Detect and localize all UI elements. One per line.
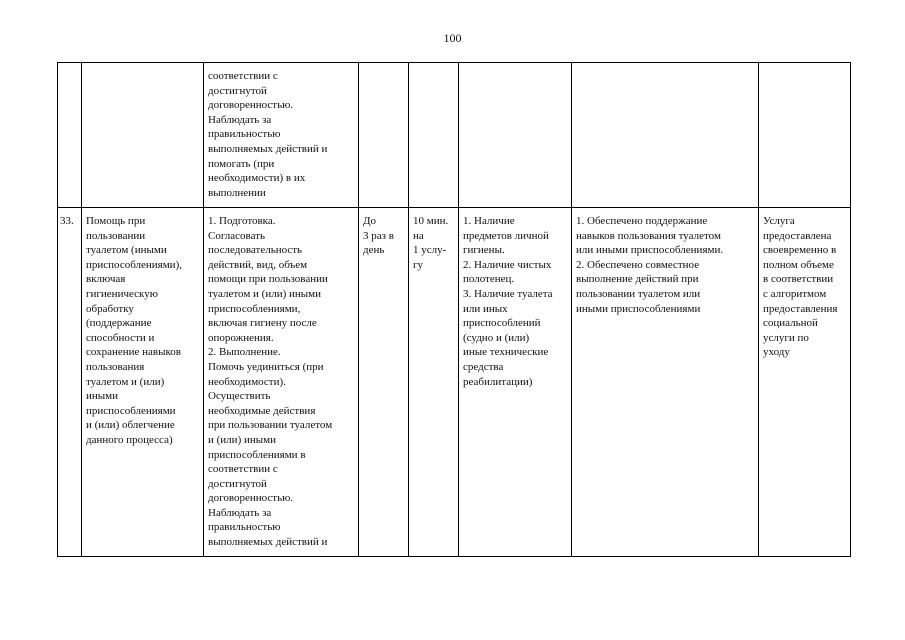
services-table <box>57 62 851 557</box>
row-number-cell <box>58 63 82 208</box>
duration-cell <box>409 63 459 208</box>
service-name-cell: Помощь при пользовании туалетом (иными приспособлениями), включая гигиеническую обработку (поддержание способности и сохранение навыков пользования туалетом и (или) иными приспособлениями и (или) облегчение данного процесса) <box>82 208 204 557</box>
conditions-cell: 1. Наличие предметов личной гигиены. 2. Наличие чистых полотенец. 3. Наличие туалета или иных приспособлений (судно и (или) иные технические средства реабилитации) <box>459 208 572 557</box>
quality-indicators-cell <box>572 63 759 208</box>
frequency-cell <box>359 63 409 208</box>
row-number-cell: 33. <box>58 208 82 557</box>
duration-cell: 10 мин. на 1 услу- гу <box>409 208 459 557</box>
evaluation-cell <box>759 63 851 208</box>
table-row <box>58 63 851 208</box>
page-number: 100 <box>443 31 462 45</box>
quality-indicators-cell: 1. Обеспечено поддержание навыков пользования туалетом или иными приспособлениями. 2. Обеспечено совместное выполнение действий при пользовании туалетом или иными приспособлениями <box>572 208 759 557</box>
service-description-cell: соответствии с достигнутой договоренностью. Наблюдать за правильностью выполняемых действий и помогать (при необходимости) в их выполнении <box>204 63 359 208</box>
evaluation-cell: Услуга предоставлена своевременно в полном объеме в соответствии с алгоритмом предоставления социальной услуги по уходу <box>759 208 851 557</box>
conditions-cell <box>459 63 572 208</box>
table-row <box>58 208 851 557</box>
service-name-cell <box>82 63 204 208</box>
frequency-cell: До 3 раз в день <box>359 208 409 557</box>
service-description-cell: 1. Подготовка. Согласовать последовательность действий, вид, объем помощи при пользовании туалетом и (или) иными приспособлениями, включая гигиену после опорожнения. 2. Выполнение. Помочь уединиться (при необходимости). Осуществить необходимые действия при пользовании туалетом и (или) иными приспособлениями в соответствии с достигнутой договоренностью. Наблюдать за правильностью выполняемых действий и <box>204 208 359 557</box>
